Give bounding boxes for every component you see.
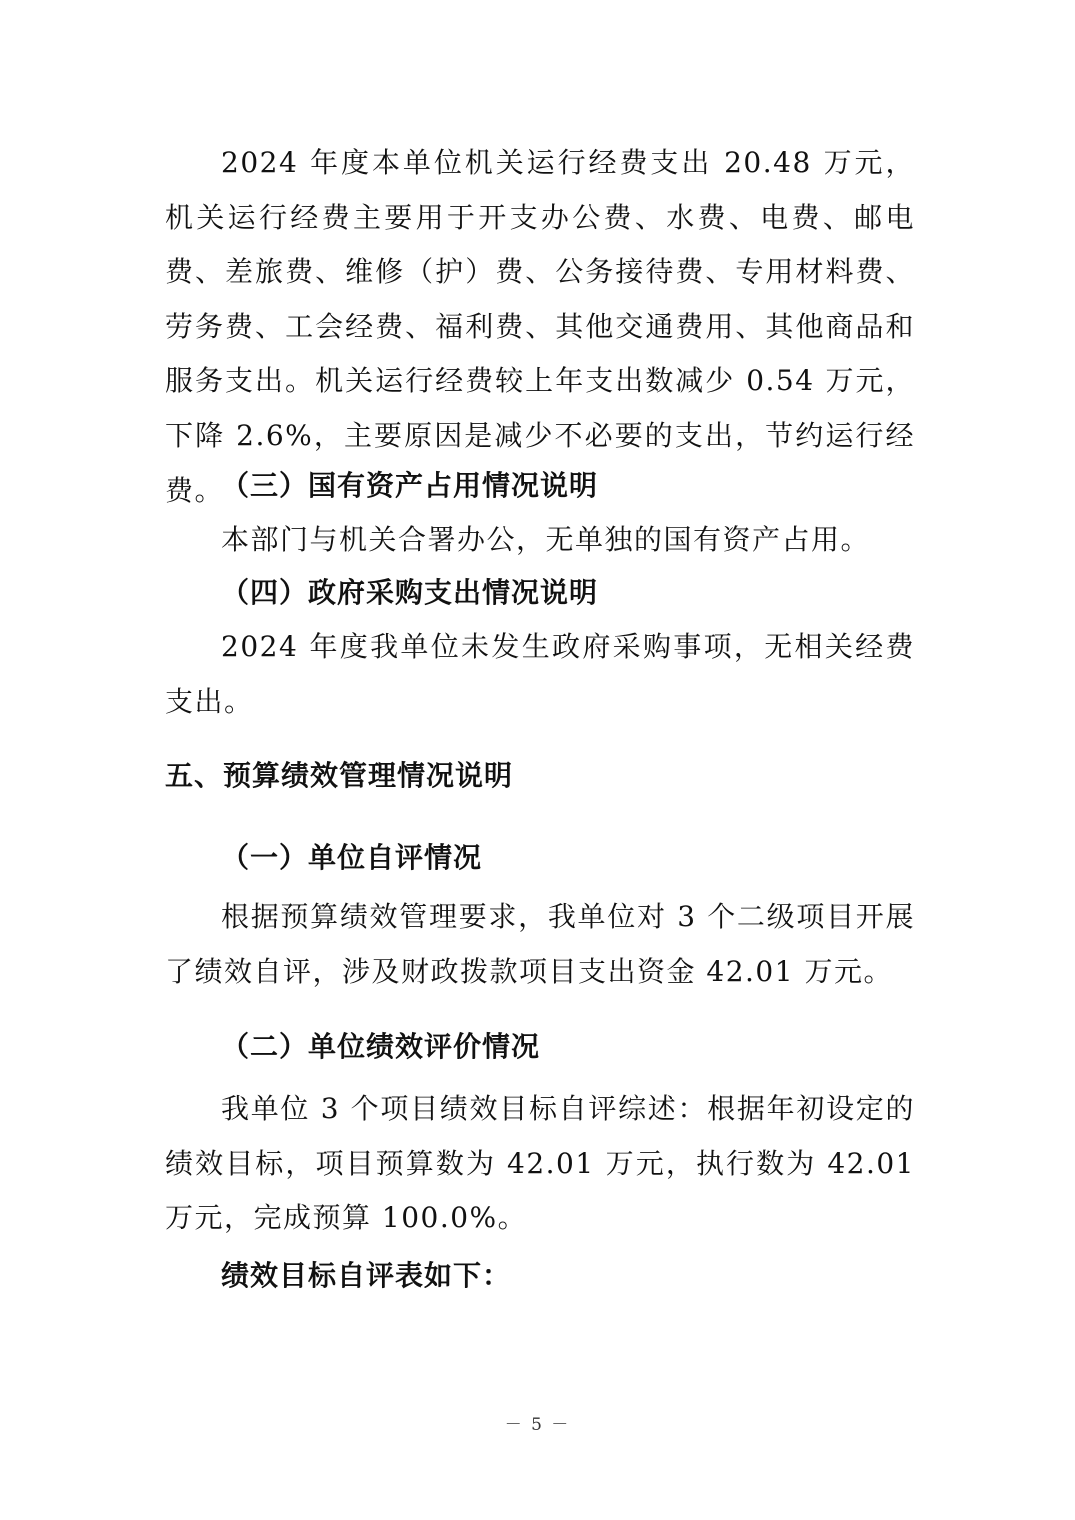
paragraph-operating-expenses: 2024 年度本单位机关运行经费支出 20.48 万元，机关运行经费主要用于开支办公费、水费、电费、邮电费、差旅费、维修（护）费、公务接待费、专用材料费、劳务费、工会经费、福利费、其他交通费用、其他商品和服务支出。机关运行经费较上年支出数减少 0.54 万元，下降 2.6%，主要原因是减少不必要的支出，节约运行经费。 bbox=[165, 146, 915, 507]
section-title-performance-management: 五、预算绩效管理情况说明 bbox=[165, 759, 514, 792]
paragraph-government-procurement: 2024 年度我单位未发生政府采购事项，无相关经费支出。 bbox=[165, 630, 915, 718]
heading-performance-evaluation: （二）单位绩效评价情况 bbox=[221, 1030, 541, 1063]
paragraph-performance-evaluation: 我单位 3 个项目绩效目标自评综述：根据年初设定的绩效目标，项目预算数为 42.01 万元，执行数为 42.01 万元，完成预算 100.0%。 bbox=[165, 1092, 915, 1235]
heading-government-procurement: （四）政府采购支出情况说明 bbox=[221, 576, 599, 609]
heading-self-evaluation: （一）单位自评情况 bbox=[221, 841, 483, 874]
page-number: － 5 － bbox=[504, 1415, 571, 1435]
paragraph-state-assets: 本部门与机关合署办公，无单独的国有资产占用。 bbox=[221, 523, 871, 556]
table-intro-note: 绩效目标自评表如下： bbox=[221, 1259, 512, 1292]
paragraph-self-evaluation: 根据预算绩效管理要求，我单位对 3 个二级项目开展了绩效自评，涉及财政拨款项目支出资金 42.01 万元。 bbox=[165, 900, 915, 988]
heading-state-assets: （三）国有资产占用情况说明 bbox=[221, 469, 599, 502]
